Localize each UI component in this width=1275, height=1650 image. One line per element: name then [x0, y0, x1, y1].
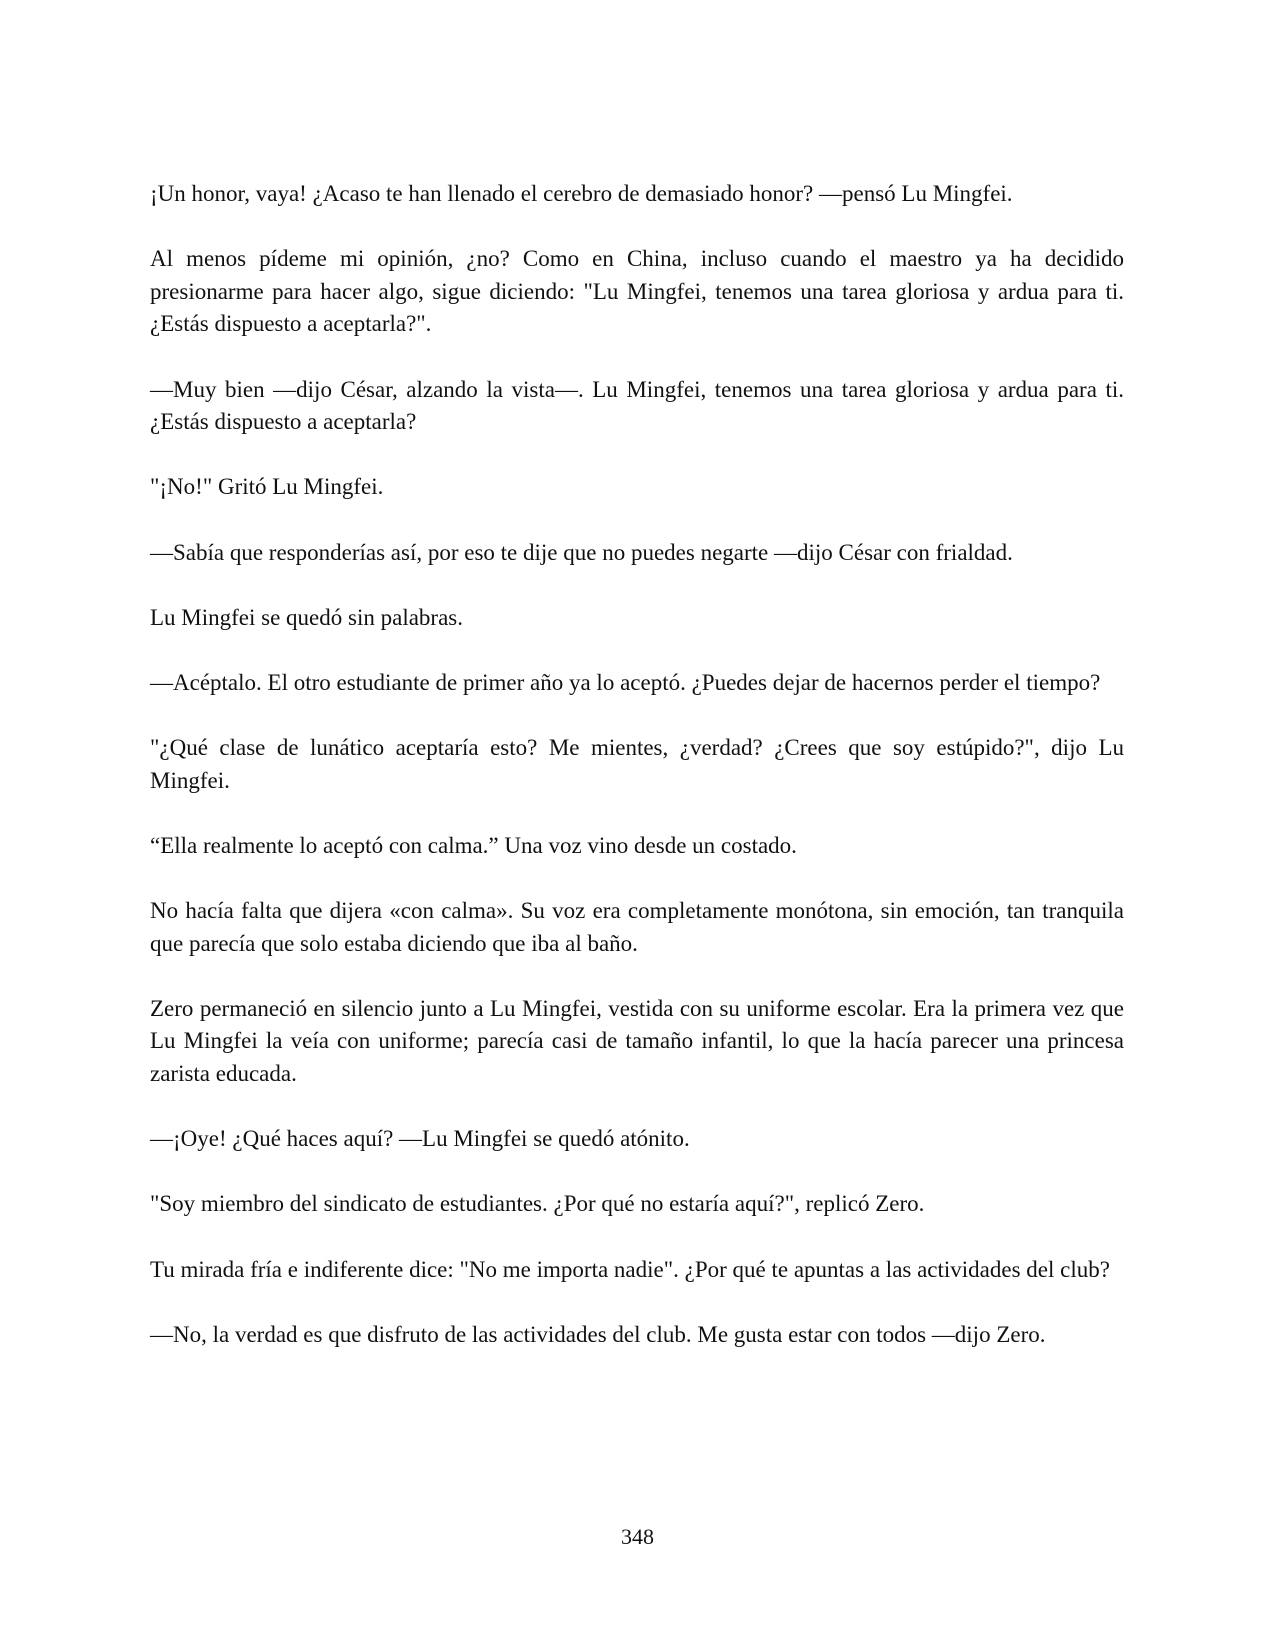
paragraph: —¡Oye! ¿Qué haces aquí? —Lu Mingfei se quedó atónito.: [150, 1126, 690, 1152]
body-text: [150, 178, 1124, 1384]
paragraph: No hacía falta que dijera «con calma». Su voz era completamente monótona, sin emoción, tan tranquila que parecía que solo estaba diciendo que iba al baño.: [150, 898, 1124, 956]
paragraph: Lu Mingfei se quedó sin palabras.: [150, 604, 463, 630]
paragraph: —Muy bien —dijo César, alzando la vista—. Lu Mingfei, tenemos una tarea gloriosa y ardua para ti. ¿Estás dispuesto a aceptarla?: [150, 376, 1124, 435]
paragraph: —No, la verdad es que disfruto de las actividades del club. Me gusta estar con todos —dijo Zero.: [150, 1321, 1046, 1347]
paragraph: ¡Un honor, vaya! ¿Acaso te han llenado el cerebro de demasiado honor? —pensó Lu Mingfei.: [150, 181, 1013, 206]
paragraph: Al menos pídeme mi opinión, ¿no? Como en China, incluso cuando el maestro ya ha decidido presionarme para hacer algo, sigue diciendo: "Lu Mingfei, tenemos una tarea gloriosa y ardua para ti. ¿Estás dispuesto a aceptarla?".: [150, 246, 1124, 337]
paragraph: —Sabía que responderías así, por eso te dije que no puedes negarte —dijo César con frialdad.: [150, 539, 1013, 565]
paragraph: Zero permaneció en silencio junto a Lu Mingfei, vestida con su uniforme escolar. Era la primera vez que Lu Mingfei la veía con uniforme; parecía casi de tamaño infantil, lo que la hacía parecer una princesa zarista educada.: [150, 995, 1124, 1087]
paragraph: "¿Qué clase de lunático aceptaría esto? Me mientes, ¿verdad? ¿Crees que soy estúpido?", dijo Lu Mingfei.: [150, 735, 1124, 793]
paragraph: —Acéptalo. El otro estudiante de primer año ya lo aceptó. ¿Puedes dejar de hacernos perder el tiempo?: [150, 669, 1101, 695]
paragraph: "¡No!" Gritó Lu Mingfei.: [150, 474, 384, 500]
paragraph: Tu mirada fría e indiferente dice: "No me importa nadie". ¿Por qué te apuntas a las actividades del club?: [150, 1256, 1110, 1282]
page-number: 348: [621, 1524, 654, 1549]
paragraph: "Soy miembro del sindicato de estudiantes. ¿Por qué no estaría aquí?", replicó Zero.: [150, 1191, 925, 1217]
paragraph: “Ella realmente lo aceptó con calma.” Una voz vino desde un costado.: [150, 832, 797, 858]
